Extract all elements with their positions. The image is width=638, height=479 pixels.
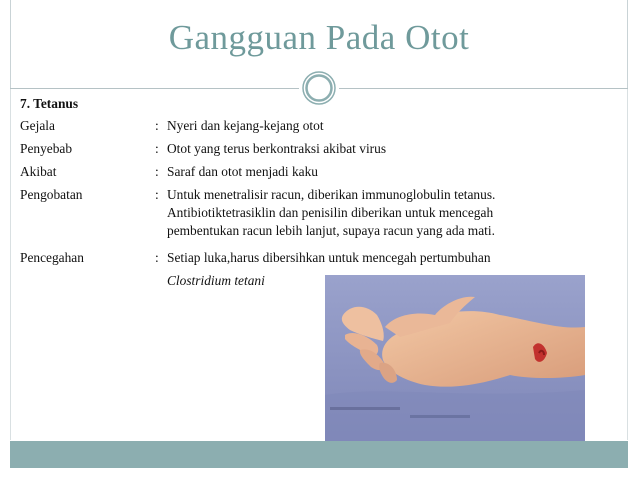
row-value: Setiap luka,harus dibersihkan untuk mencegah pertumbuhan Clostridium tetani [167, 249, 610, 290]
row-penyebab [20, 140, 610, 158]
wounded-wrist-photo [325, 275, 585, 441]
row-gejala [20, 117, 610, 135]
row-label: Pengobatan [20, 187, 83, 202]
row-pengobatan [20, 186, 610, 240]
slide-title: Gangguan Pada Otot [168, 18, 470, 57]
organism-name: Clostridium tetani [167, 273, 265, 288]
row-akibat [20, 163, 610, 181]
row-label: Penyebab [20, 141, 73, 156]
row-colon: : [155, 250, 159, 265]
row-value: Otot yang terus berkontraksi akibat virus [167, 141, 387, 156]
row-colon: : [155, 141, 159, 156]
footer-bar [10, 441, 628, 468]
row-label: Akibat [20, 164, 57, 179]
slide-content [20, 94, 610, 295]
section-title: 7. Tetanus [20, 96, 79, 111]
row-value: Saraf dan otot menjadi kaku [167, 164, 318, 179]
row-colon: : [155, 187, 159, 202]
row-label: Gejala [20, 118, 55, 133]
row-label: Pencegahan [20, 250, 84, 265]
row-value: Untuk menetralisir racun, diberikan immunoglobulin tetanus. Antibiotiktetrasiklin dan penisilin diberikan untuk mencegah pembentukan racun lebih lanjut, supaya racun yang ada mati. [167, 187, 496, 238]
row-colon: : [155, 164, 159, 179]
row-colon: : [155, 118, 159, 133]
row-value: Nyeri dan kejang-kejang otot [167, 118, 324, 133]
